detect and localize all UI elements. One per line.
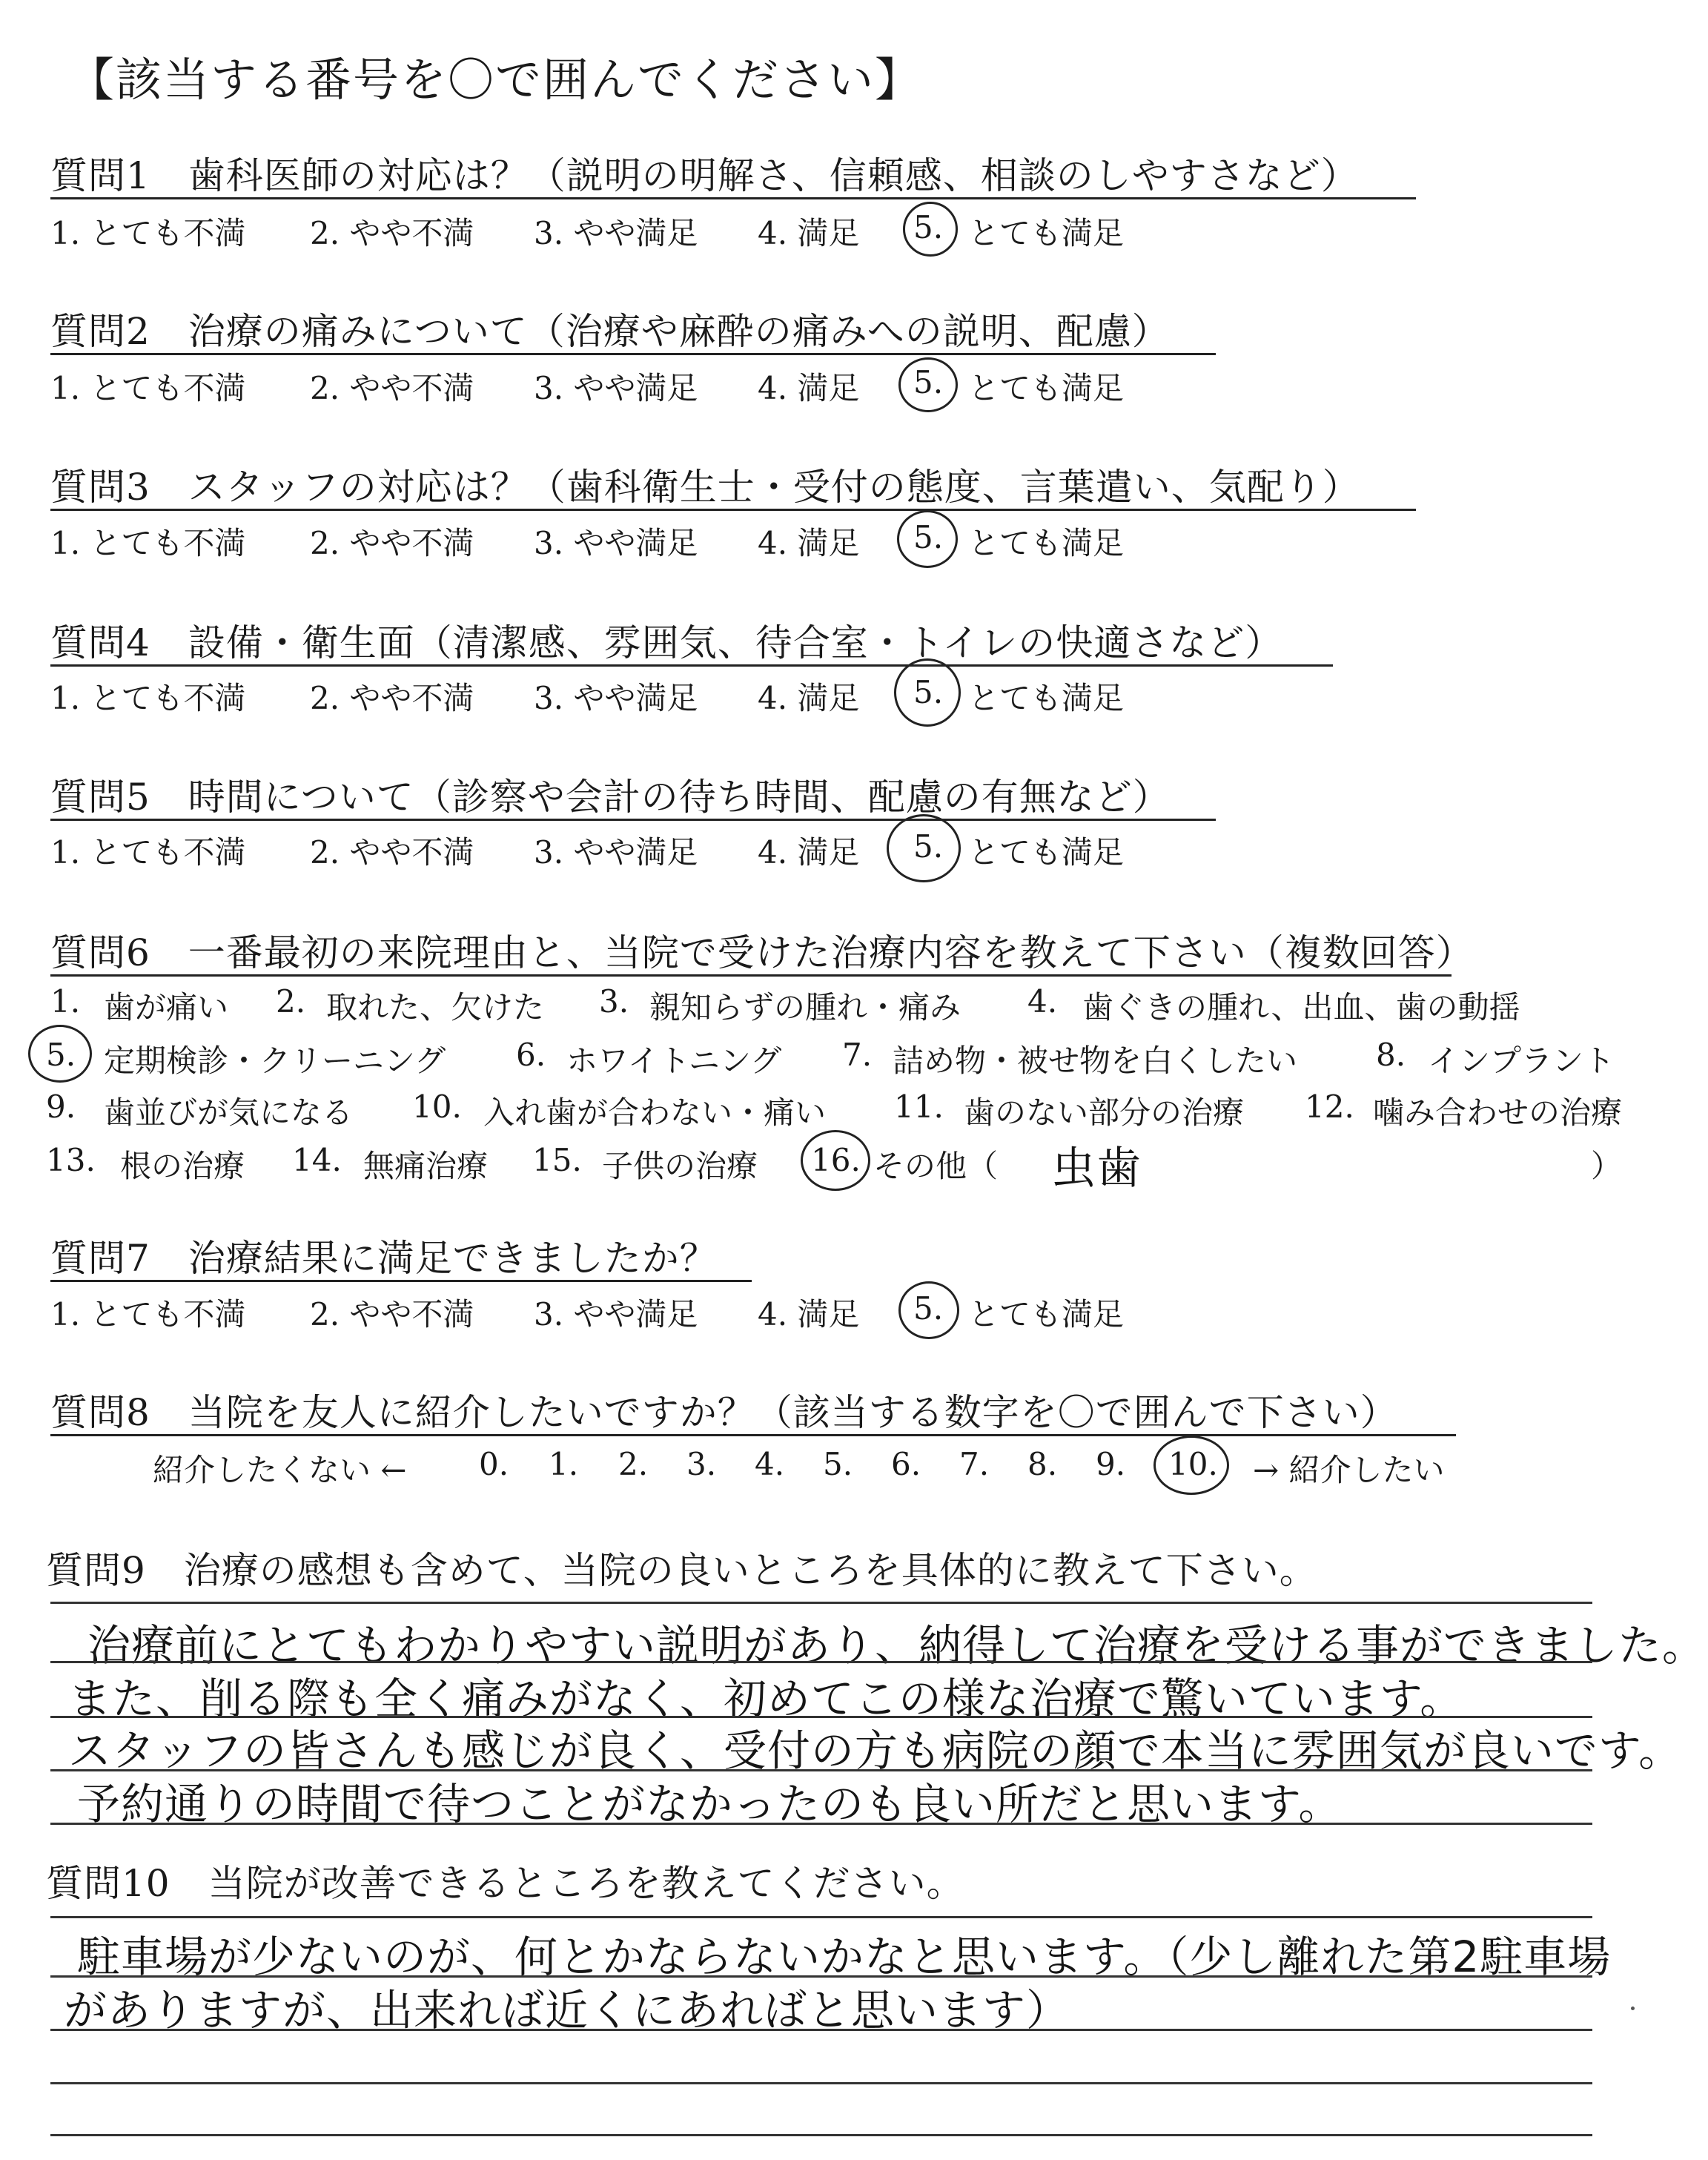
q5-option-1[interactable]: 1. とても不満 [50, 834, 246, 871]
q6-option-7[interactable]: 詰め物・被せ物を白くしたい [893, 1043, 1298, 1079]
q5-title: 質問5 時間について（診察や会計の待ち時間、配慮の有無など） [50, 776, 1171, 819]
q8-option-1[interactable]: 1. [549, 1446, 579, 1482]
q3-option-1[interactable]: 1. とても不満 [50, 525, 246, 561]
q6-option-16-circle [801, 1130, 870, 1191]
q6-option-10[interactable]: 入れ歯が合わない・痛い [483, 1094, 827, 1131]
q4-selection-circle [894, 658, 961, 727]
q5-underline [50, 819, 1216, 821]
q8-underline [50, 1434, 1456, 1436]
q8-option-6[interactable]: 6. [891, 1446, 921, 1482]
q1-title: 質問1 歯科医師の対応は？（説明の明解さ、信頼感、相談のしやすさなど） [50, 154, 1359, 197]
q9-answer-line-3: スタッフの皆さんも感じが良く、受付の方も病院の顔で本当に雰囲気が良いです。 [68, 1725, 1683, 1776]
q5-option-4[interactable]: 4. 満足 [758, 834, 860, 871]
q6-option-1-num[interactable]: 1. [50, 983, 81, 1020]
q10-answer-line-2: がありますが、出来れば近くにあればと思います） [64, 1985, 1070, 2035]
q6-option-12[interactable]: 噛み合わせの治療 [1373, 1094, 1623, 1131]
q4-title: 質問4 設備・衛生面（清潔感、雰囲気、待合室・トイレの快適さなど） [50, 621, 1283, 664]
q5-option-2[interactable]: 2. やや不満 [310, 834, 474, 871]
q7-option-3[interactable]: 3. やや満足 [534, 1296, 698, 1332]
q5-option-5[interactable]: 5. [913, 828, 944, 865]
q4-option-3[interactable]: 3. やや満足 [534, 680, 698, 716]
q9-title: 質問9 治療の感想も含めて、当院の良いところを具体的に教えて下さい。 [46, 1549, 1317, 1592]
q3-title: 質問3 スタッフの対応は？（歯科衛生士・受付の態度、言葉遣い、気配り） [50, 466, 1360, 509]
q10-rule [50, 2029, 1592, 2031]
q6-option-9-num[interactable]: 9. [46, 1089, 76, 1125]
q7-option-5-label: とても満足 [968, 1296, 1125, 1332]
q8-option-5[interactable]: 5. [823, 1446, 853, 1482]
q8-selection-circle [1153, 1436, 1229, 1495]
q9-rule [50, 1823, 1592, 1825]
q8-option-3[interactable]: 3. [686, 1446, 717, 1482]
q7-option-5[interactable]: 5. [913, 1290, 944, 1327]
q6-option-15-num[interactable]: 15. [532, 1142, 582, 1178]
q1-option-2[interactable]: 2. やや不満 [310, 215, 474, 251]
q2-selection-circle [898, 357, 958, 412]
q1-option-1[interactable]: 1. とても不満 [50, 215, 246, 251]
q4-option-1[interactable]: 1. とても不満 [50, 680, 246, 716]
q3-option-2[interactable]: 2. やや不満 [310, 525, 474, 561]
q10-answer-line-1: 駐車場が少ないのが、何とかならないかなと思います。（少し離れた第2駐車場 [77, 1932, 1612, 1982]
q8-option-4[interactable]: 4. [755, 1446, 785, 1482]
q4-option-2[interactable]: 2. やや不満 [310, 680, 474, 716]
q3-option-5-label: とても満足 [968, 525, 1125, 561]
q6-option-6[interactable]: ホワイトニング [566, 1043, 782, 1079]
q6-option-3-num[interactable]: 3. [599, 983, 629, 1020]
q2-underline [50, 353, 1216, 355]
q4-option-5-label: とても満足 [968, 680, 1125, 716]
q6-option-4[interactable]: 歯ぐきの腫れ、出血、歯の動揺 [1082, 989, 1520, 1025]
q6-option-4-num[interactable]: 4. [1027, 983, 1058, 1020]
q9-answer-line-4: 予約通りの時間で待つことがなかったのも良い所だと思います。 [77, 1779, 1343, 1829]
q1-option-5-label: とても満足 [968, 215, 1125, 251]
q7-title: 質問7 治療結果に満足できましたか？ [50, 1237, 718, 1280]
q9-rule [50, 1602, 1592, 1604]
q3-selection-circle [897, 510, 958, 568]
q6-option-16-num[interactable]: 16. [811, 1142, 861, 1178]
q7-option-1[interactable]: 1. とても不満 [50, 1296, 246, 1332]
q6-option-9[interactable]: 歯並びが気になる [104, 1094, 354, 1131]
q6-other-text[interactable]: 虫歯 [1051, 1143, 1142, 1195]
q4-option-4[interactable]: 4. 満足 [758, 680, 860, 716]
q10-rule [50, 1916, 1592, 1918]
q9-answer-line-2: また、削る際も全く痛みがなく、初めてこの様な治療で驚いています。 [68, 1674, 1464, 1724]
q6-option-13-num[interactable]: 13. [46, 1142, 96, 1178]
q5-selection-circle [887, 814, 961, 882]
q4-underline [50, 664, 1333, 667]
q6-option-13[interactable]: 根の治療 [120, 1148, 245, 1184]
q6-option-11[interactable]: 歯のない部分の治療 [964, 1094, 1245, 1131]
q6-option-5[interactable]: 定期検診・クリーニング [104, 1043, 446, 1079]
q2-option-4[interactable]: 4. 満足 [758, 370, 860, 406]
q6-option-8-num[interactable]: 8. [1376, 1037, 1406, 1073]
q10-rule [50, 2134, 1592, 2136]
q1-option-5[interactable]: 5. [913, 209, 944, 245]
q6-other-close-paren: ） [1591, 1148, 1623, 1184]
q6-underline [50, 974, 1452, 977]
q8-option-0[interactable]: 0. [479, 1446, 509, 1482]
q7-option-4[interactable]: 4. 満足 [758, 1296, 860, 1332]
q2-option-5[interactable]: 5. [913, 364, 944, 400]
page-header: 【該当する番号を〇で囲んでください】 [68, 53, 923, 107]
q2-option-2[interactable]: 2. やや不満 [310, 370, 474, 406]
q6-option-2[interactable]: 取れた、欠けた [326, 989, 545, 1025]
q2-option-5-label: とても満足 [968, 370, 1125, 406]
q2-option-3[interactable]: 3. やや満足 [534, 370, 698, 406]
q8-left-label: 紹介したくない ← [153, 1452, 407, 1488]
q6-option-12-num[interactable]: 12. [1305, 1089, 1354, 1125]
q6-option-6-num[interactable]: 6. [516, 1037, 546, 1073]
q7-option-2[interactable]: 2. やや不満 [310, 1296, 474, 1332]
q6-option-14-num[interactable]: 14. [292, 1142, 342, 1178]
q10-title: 質問10 当院が改善できるところを教えてください。 [46, 1862, 964, 1905]
stray-mark [1631, 2007, 1635, 2010]
q6-option-2-num[interactable]: 2. [276, 983, 306, 1020]
q1-selection-circle [903, 202, 958, 257]
q6-option-11-num[interactable]: 11. [894, 1089, 944, 1125]
q6-option-5-num[interactable]: 5. [46, 1037, 76, 1073]
q3-option-4[interactable]: 4. 満足 [758, 525, 860, 561]
q6-option-7-num[interactable]: 7. [842, 1037, 873, 1073]
q1-option-3[interactable]: 3. やや満足 [534, 215, 698, 251]
q4-option-5[interactable]: 5. [913, 674, 944, 710]
q10-rule [50, 2082, 1592, 2084]
q8-option-10[interactable]: 10. [1168, 1446, 1218, 1482]
q9-answer-line-1: 治療前にとてもわかりやすい説明があり、納得して治療を受ける事ができました。 [87, 1620, 1707, 1671]
q6-title: 質問6 一番最初の来院理由と、当院で受けた治療内容を教えて下さい（複数回答） [50, 931, 1474, 974]
q9-rule [50, 1661, 1592, 1663]
q8-option-9[interactable]: 9. [1096, 1446, 1126, 1482]
q6-option-14[interactable]: 無痛治療 [363, 1148, 489, 1184]
q8-title: 質問8 当院を友人に紹介したいですか？（該当する数字を〇で囲んで下さい） [50, 1391, 1398, 1434]
q5-option-3[interactable]: 3. やや満足 [534, 834, 698, 871]
q7-selection-circle [898, 1281, 959, 1339]
q6-option-1[interactable]: 歯が痛い [104, 989, 229, 1025]
q7-underline [50, 1280, 752, 1282]
q2-title: 質問2 治療の痛みについて（治療や麻酔の痛みへの説明、配慮） [50, 310, 1170, 353]
q1-option-4[interactable]: 4. 満足 [758, 215, 860, 251]
q1-underline [50, 197, 1416, 199]
q6-option-5-circle [28, 1025, 92, 1083]
q6-option-10-num[interactable]: 10. [412, 1089, 462, 1125]
q3-option-5[interactable]: 5. [913, 519, 944, 555]
q6-option-16[interactable]: その他（ [873, 1148, 999, 1184]
q6-option-8[interactable]: インプラント [1428, 1043, 1615, 1079]
q8-right-label: → 紹介したい [1253, 1452, 1445, 1488]
q3-underline [50, 509, 1416, 511]
q8-option-8[interactable]: 8. [1027, 1446, 1058, 1482]
q8-option-7[interactable]: 7. [959, 1446, 990, 1482]
q5-option-5-label: とても満足 [968, 834, 1125, 871]
q6-option-3[interactable]: 親知らずの腫れ・痛み [649, 989, 961, 1025]
q3-option-3[interactable]: 3. やや満足 [534, 525, 698, 561]
q6-option-15[interactable]: 子供の治療 [602, 1148, 758, 1184]
q2-option-1[interactable]: 1. とても不満 [50, 370, 246, 406]
q8-option-2[interactable]: 2. [618, 1446, 649, 1482]
